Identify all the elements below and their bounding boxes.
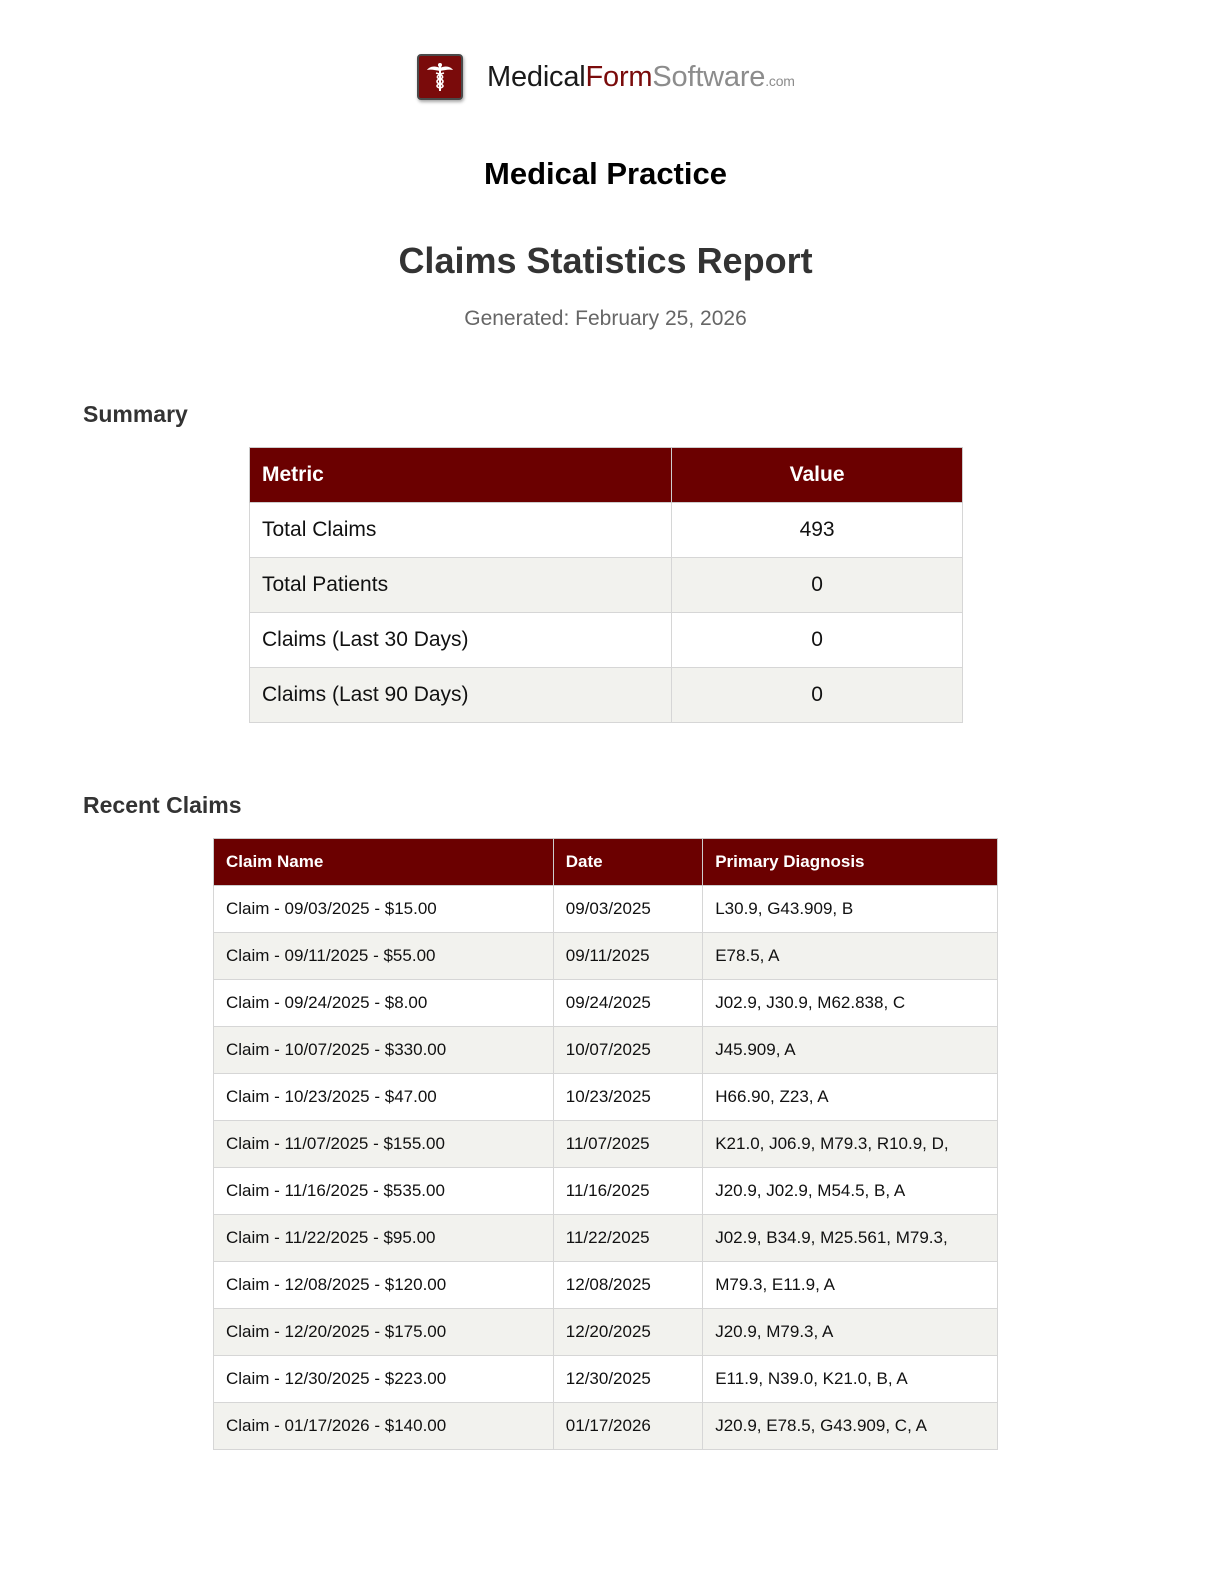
claims-header-row [214, 839, 998, 886]
claim-diagnosis-cell: J20.9, E78.5, G43.909, C, A [703, 1403, 998, 1450]
claim-date-cell: 09/03/2025 [553, 886, 702, 933]
metric-cell: Claims (Last 30 Days) [250, 613, 672, 668]
claim-name-cell: Claim - 10/07/2025 - $330.00 [214, 1027, 554, 1074]
table-row [214, 886, 998, 933]
claim-diagnosis-cell: H66.90, Z23, A [703, 1074, 998, 1121]
value-cell: 0 [672, 613, 963, 668]
caduceus-icon [417, 54, 463, 100]
table-row [214, 980, 998, 1027]
claim-name-cell: Claim - 09/03/2025 - $15.00 [214, 886, 554, 933]
table-row [214, 1121, 998, 1168]
summary-row [250, 613, 963, 668]
claim-date-cell: 12/08/2025 [553, 1262, 702, 1309]
summary-row [250, 558, 963, 613]
claim-name-cell: Claim - 11/16/2025 - $535.00 [214, 1168, 554, 1215]
claim-name-cell: Claim - 01/17/2026 - $140.00 [214, 1403, 554, 1450]
claim-date-cell: 11/22/2025 [553, 1215, 702, 1262]
header-date: Date [553, 839, 702, 886]
claim-name-cell: Claim - 12/08/2025 - $120.00 [214, 1262, 554, 1309]
table-row [214, 1403, 998, 1450]
logo-word-software: Software [652, 60, 766, 93]
claim-diagnosis-cell: K21.0, J06.9, M79.3, R10.9, D, [703, 1121, 998, 1168]
recent-claims-heading: Recent Claims [83, 792, 242, 818]
claim-diagnosis-cell: J45.909, A [703, 1027, 998, 1074]
claim-diagnosis-cell: E11.9, N39.0, K21.0, B, A [703, 1356, 998, 1403]
table-row [214, 1074, 998, 1121]
claim-date-cell: 11/07/2025 [553, 1121, 702, 1168]
claim-name-cell: Claim - 09/11/2025 - $55.00 [214, 933, 554, 980]
claim-name-cell: Claim - 12/30/2025 - $223.00 [214, 1356, 554, 1403]
claim-name-cell: Claim - 11/22/2025 - $95.00 [214, 1215, 554, 1262]
claim-date-cell: 10/23/2025 [553, 1074, 702, 1121]
claim-diagnosis-cell: E78.5, A [703, 933, 998, 980]
table-row [214, 1168, 998, 1215]
table-row [214, 1309, 998, 1356]
value-cell: 0 [672, 668, 963, 723]
summary-heading: Summary [83, 401, 188, 427]
metric-cell: Total Claims [250, 503, 672, 558]
table-row [214, 1356, 998, 1403]
table-row [214, 1262, 998, 1309]
claim-name-cell: Claim - 11/07/2025 - $155.00 [214, 1121, 554, 1168]
summary-row [250, 668, 963, 723]
claim-date-cell: 11/16/2025 [553, 1168, 702, 1215]
claim-diagnosis-cell: J20.9, J02.9, M54.5, B, A [703, 1168, 998, 1215]
claim-diagnosis-cell: L30.9, G43.909, B [703, 886, 998, 933]
logo-word-dotcom: .com [765, 72, 795, 89]
claim-date-cell: 01/17/2026 [553, 1403, 702, 1450]
metric-cell: Claims (Last 90 Days) [250, 668, 672, 723]
header-claim-name: Claim Name [214, 839, 554, 886]
report-title: Claims Statistics Report [398, 240, 813, 281]
claim-date-cell: 10/07/2025 [553, 1027, 702, 1074]
generated-date: Generated: February 25, 2026 [464, 307, 747, 330]
claim-diagnosis-cell: J02.9, B34.9, M25.561, M79.3, [703, 1215, 998, 1262]
recent-claims-table [213, 838, 998, 1450]
logo-word-form: Form [585, 60, 653, 93]
value-cell: 493 [672, 503, 963, 558]
practice-name: Medical Practice [484, 156, 727, 191]
metric-cell: Total Patients [250, 558, 672, 613]
claim-diagnosis-cell: M79.3, E11.9, A [703, 1262, 998, 1309]
claim-date-cell: 12/30/2025 [553, 1356, 702, 1403]
summary-header-row [250, 448, 963, 503]
claim-date-cell: 09/24/2025 [553, 980, 702, 1027]
table-row [214, 1027, 998, 1074]
table-row [214, 933, 998, 980]
claim-date-cell: 12/20/2025 [553, 1309, 702, 1356]
header-value: Value [672, 448, 963, 503]
claim-diagnosis-cell: J02.9, J30.9, M62.838, C [703, 980, 998, 1027]
logo-word-medical: Medical [487, 60, 586, 93]
claim-name-cell: Claim - 12/20/2025 - $175.00 [214, 1309, 554, 1356]
claim-name-cell: Claim - 09/24/2025 - $8.00 [214, 980, 554, 1027]
logo-wordmark [487, 60, 795, 93]
claim-diagnosis-cell: J20.9, M79.3, A [703, 1309, 998, 1356]
summary-table [249, 447, 963, 723]
header-metric: Metric [250, 448, 672, 503]
claim-name-cell: Claim - 10/23/2025 - $47.00 [214, 1074, 554, 1121]
site-logo [417, 52, 795, 102]
value-cell: 0 [672, 558, 963, 613]
claim-date-cell: 09/11/2025 [553, 933, 702, 980]
header-primary-diagnosis: Primary Diagnosis [703, 839, 998, 886]
summary-row [250, 503, 963, 558]
table-row [214, 1215, 998, 1262]
